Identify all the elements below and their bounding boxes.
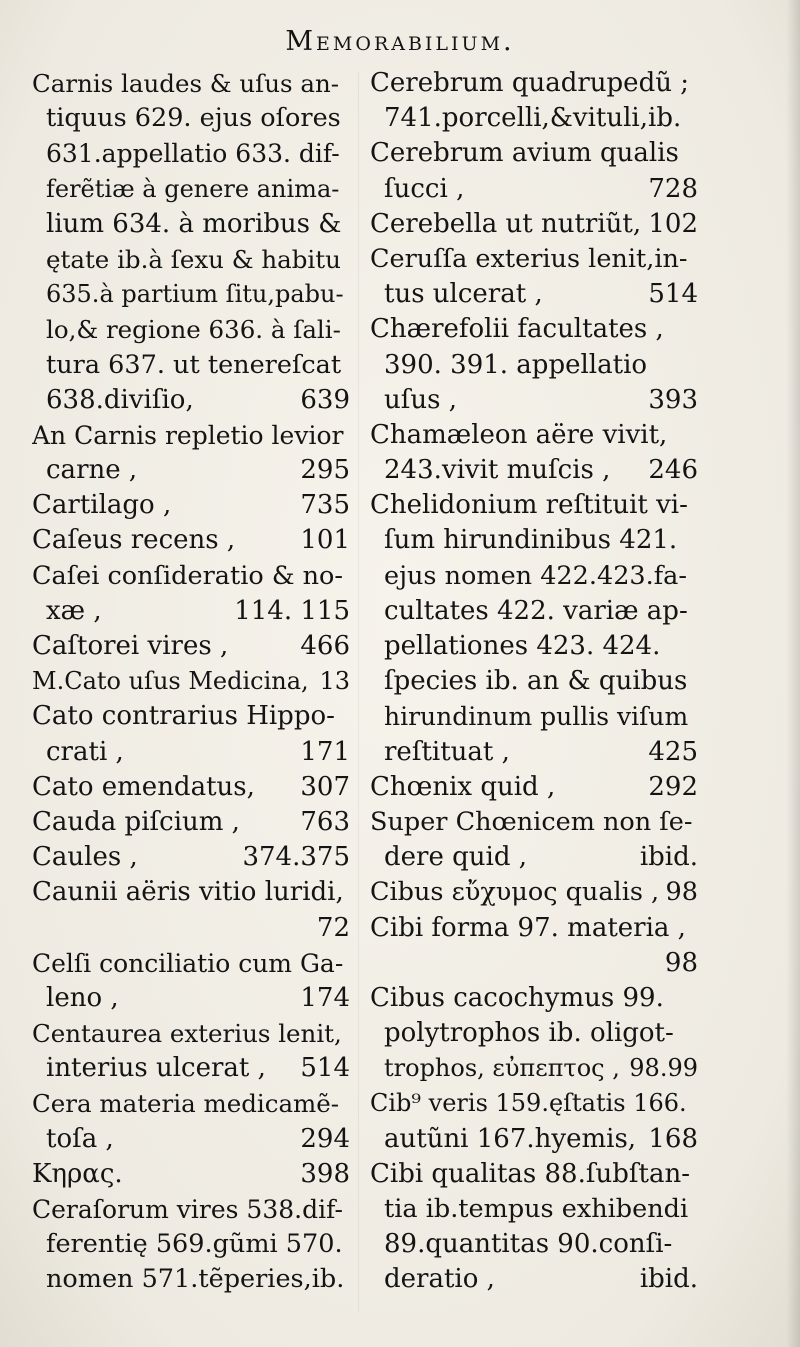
index-line [370, 1122, 698, 1157]
index-entry-text: Cibus εὔχυμος qualis , [370, 877, 660, 908]
page-reference: 728 [648, 173, 698, 204]
page-reference [692, 559, 698, 594]
index-line [32, 1192, 350, 1227]
page-reference: 98.99 [629, 1054, 698, 1083]
index-line [32, 383, 350, 418]
index-entry-text: lo,& regione 636. à ſali- [46, 315, 341, 345]
index-line [32, 629, 350, 664]
index-line [370, 805, 698, 840]
index-line [32, 1157, 350, 1192]
index-entry-text: tura 637. ut tenereſcat [46, 349, 342, 380]
page-reference [344, 1086, 350, 1121]
index-entry-text: ſpecies ib. an & quibus [384, 666, 688, 697]
index-entry-text: Ceraſorum vires 538.dif- [32, 1195, 343, 1224]
index-entry-text: Cerebrum quadrupedũ ; [370, 68, 689, 98]
page-reference: 171 [300, 736, 350, 767]
index-entry-text: M.Cato uſus Medicina, [32, 667, 309, 696]
index-line [32, 911, 350, 946]
page-reference [344, 1262, 350, 1297]
index-line [370, 348, 698, 383]
page-reference [344, 1227, 350, 1262]
page-reference [692, 312, 698, 347]
page-reference [344, 418, 350, 453]
page-reference: 294 [300, 1123, 350, 1154]
page-reference [344, 207, 350, 242]
index-line [370, 1227, 698, 1262]
index-line [32, 1122, 350, 1157]
page-reference [344, 946, 350, 981]
page-reference [344, 277, 350, 312]
page-reference: 514 [300, 1053, 350, 1084]
index-line [370, 946, 698, 981]
index-entry-text: 390. 391. appellatio [384, 349, 648, 380]
index-entry-text: leno , [46, 982, 119, 1013]
index-entry-text: Cibus cacochymus 99. [370, 982, 664, 1013]
index-entry-text: Cerebrum avium qualis [370, 138, 679, 169]
index-entry-text: ferentię 569.gũmi 570. [46, 1229, 343, 1260]
index-line [32, 946, 350, 981]
page-reference: 393 [648, 384, 698, 415]
index-line [32, 1262, 350, 1297]
index-entry-text: carne , [46, 455, 138, 486]
index-line [370, 699, 698, 734]
page-reference [692, 348, 698, 383]
index-entry-text: 741.porcelli,&vituli,ib. [384, 103, 682, 134]
page-reference: 763 [300, 806, 350, 837]
page-reference [344, 172, 350, 207]
index-entry-text: 638.diviſio, [46, 384, 194, 415]
page-reference: 514 [648, 279, 698, 310]
index-entry-text: hirundinum pullis viſum [384, 702, 689, 732]
index-line [32, 875, 350, 910]
index-entry-text: autũni 167.hyemis, [384, 1123, 637, 1154]
index-line [370, 453, 698, 488]
page-reference: 72 [316, 912, 350, 943]
page-reference [692, 523, 698, 558]
page-reference [692, 1016, 698, 1051]
index-line [32, 172, 350, 207]
index-line [32, 418, 350, 453]
index-line [370, 735, 698, 770]
index-line [32, 207, 350, 242]
index-line [32, 136, 350, 171]
index-line [370, 242, 698, 277]
page-reference: ibid. [639, 1264, 698, 1295]
page-reference [344, 699, 350, 734]
page-reference [692, 1157, 698, 1192]
index-entry-text: ſum hirundinibus 421. [384, 525, 678, 556]
index-entry-text: Celſi conciliatio cum Ga- [32, 948, 344, 978]
page-reference [344, 101, 350, 136]
page-reference [692, 594, 698, 629]
page-reference: 98 [665, 877, 698, 908]
index-line [32, 277, 350, 312]
index-line [370, 1192, 698, 1227]
index-line [32, 559, 350, 594]
index-line [370, 840, 698, 875]
index-entry-text: 89.quantitas 90.conſi- [384, 1229, 673, 1260]
page-reference [692, 911, 698, 946]
page-reference [692, 101, 698, 136]
index-entry-text: Ceruſſa exterius lenit,in- [370, 243, 688, 274]
index-line [32, 312, 350, 347]
page-reference [692, 664, 698, 699]
index-line [32, 735, 350, 770]
page-reference [692, 981, 698, 1016]
page-reference: 114. 115 [234, 595, 350, 626]
index-entry-text: cultates 422. variæ ap- [384, 595, 688, 626]
page-reference [692, 66, 698, 101]
index-line [370, 1086, 698, 1121]
index-line [32, 523, 350, 558]
page-reference [344, 348, 350, 383]
index-line [32, 1016, 350, 1051]
index-entry-text: Cera materia medicamẽ- [32, 1089, 340, 1119]
index-line [32, 699, 350, 734]
page-reference: 13 [319, 667, 350, 696]
index-line [32, 594, 350, 629]
page-reference [692, 805, 698, 840]
index-entry-text: Carnis laudes & uſus an- [32, 69, 340, 98]
index-line [32, 348, 350, 383]
index-entry-text: polytrophos ib. oligot- [384, 1018, 674, 1049]
index-entry-text: Chærefolii facultates , [370, 314, 664, 345]
index-line [32, 981, 350, 1016]
right-column [370, 66, 698, 1298]
index-line [370, 136, 698, 171]
index-line [370, 770, 698, 805]
page-reference [344, 136, 350, 171]
index-entry-text: tiquus 629. ejus oſores [46, 103, 341, 134]
page-reference [692, 1086, 698, 1121]
page-reference [692, 136, 698, 171]
index-line [370, 1051, 698, 1086]
index-entry-text: lium 634. à moribus & [46, 208, 342, 239]
index-line [370, 277, 698, 312]
left-column [32, 66, 350, 1298]
index-line [370, 101, 698, 136]
index-entry-text: dere quid , [384, 842, 527, 873]
index-entry-text: Cibi qualitas 88.ſubſtan- [370, 1158, 690, 1189]
column-gutter [358, 72, 359, 1312]
index-entry-text: Centaurea exterius lenit, [32, 1019, 342, 1049]
page-reference: 98 [664, 947, 698, 978]
index-entry-text: Caunii aëris vitio luridi, [32, 877, 344, 908]
page-reference: 425 [648, 736, 698, 767]
index-entry-text: tia ib.tempus exhibendi [384, 1194, 689, 1224]
index-entry-text: Caſei conſideratio & no- [32, 560, 344, 591]
page-reference [692, 699, 698, 734]
index-entry-text: Cato emendatus, [32, 771, 255, 802]
page-reference [344, 1192, 350, 1227]
index-line [370, 418, 698, 453]
index-entry-text: pellationes 423. 424. [384, 631, 661, 661]
page-reference: 466 [300, 631, 350, 661]
index-entry-text: crati , [46, 736, 124, 767]
page-reference [692, 418, 698, 453]
index-entry-text: Cib⁹ veris 159.ęſtatis 166. [370, 1089, 687, 1118]
page-edge-shadow [786, 0, 800, 1347]
index-line [32, 242, 350, 277]
index-entry-text: interius ulcerat , [46, 1053, 266, 1084]
index-line [370, 981, 698, 1016]
page-reference [344, 1016, 350, 1051]
index-line [370, 66, 698, 101]
index-entry-text: 631.appellatio 633. dif- [46, 139, 340, 169]
index-entry-text: Chœnix quid , [370, 771, 556, 802]
index-line [370, 1157, 698, 1192]
index-entry-text: uſus , [384, 384, 457, 415]
index-entry-text: Super Chœnicem non ſe- [370, 806, 693, 837]
index-entry-text: Caules , [32, 842, 138, 873]
index-entry-text: ſucci , [384, 173, 465, 204]
page-reference: 307 [300, 771, 350, 802]
index-entry-text: Κηρας. [32, 1158, 123, 1189]
page-reference [692, 1192, 698, 1227]
index-entry-text: Caſeus recens , [32, 525, 236, 556]
index-entry-text: deratio , [384, 1264, 495, 1295]
index-line [370, 1262, 698, 1297]
index-entry-text: tus ulcerat , [384, 279, 543, 310]
index-entry-text: Cibi forma 97. materia , [370, 912, 686, 943]
index-entry-text: reſtituat , [384, 736, 510, 767]
index-entry-text: ferẽtiæ à genere anima- [46, 174, 340, 203]
index-line [370, 911, 698, 946]
page-reference [692, 1227, 698, 1262]
page-reference [344, 66, 350, 101]
index-line [32, 1051, 350, 1086]
page-reference [344, 242, 350, 277]
page-reference: 639 [300, 384, 350, 415]
index-line [32, 101, 350, 136]
page-reference [692, 242, 698, 277]
index-line [370, 559, 698, 594]
page-reference [344, 312, 350, 347]
index-line [32, 664, 350, 699]
index-entry-text: xæ , [46, 595, 102, 626]
index-line [370, 383, 698, 418]
index-entry-text: Cato contrarius Hippo- [32, 701, 335, 732]
index-line [370, 488, 698, 523]
index-entry-text: An Carnis repletio levior [32, 420, 344, 450]
index-line [370, 312, 698, 347]
page-reference [344, 559, 350, 594]
index-entry-text: Chelidonium reſtituit vi- [370, 490, 688, 521]
index-line [32, 66, 350, 101]
page-reference: ibid. [639, 842, 698, 873]
page-reference [692, 629, 698, 664]
page-reference: 295 [300, 455, 350, 486]
index-entry-text: Cauda piſcium , [32, 806, 240, 837]
index-entry-text: Cerebella ut nutriũt, [370, 208, 642, 239]
index-entry-text: ejus nomen 422.423.fa- [384, 560, 687, 591]
index-line [32, 805, 350, 840]
index-line [370, 207, 698, 242]
index-entry-text: trophos, εὐπεπτος , [384, 1054, 620, 1083]
index-line [32, 488, 350, 523]
index-entry-text: nomen 571.tẽperies,ib. [46, 1264, 345, 1295]
index-entry-text: Cartilago , [32, 490, 172, 521]
page-reference: 246 [648, 455, 698, 486]
index-line [32, 770, 350, 805]
index-line [370, 1016, 698, 1051]
page-reference: 101 [300, 525, 350, 556]
index-line [32, 1086, 350, 1121]
page-reference: 174 [300, 982, 350, 1013]
index-line [370, 172, 698, 207]
index-line [32, 1227, 350, 1262]
index-entry-text: 635.à partium ſitu,pabu- [46, 280, 344, 309]
index-entry-text: 243.vivit muſcis , [384, 455, 611, 486]
page-reference [692, 488, 698, 523]
page-reference [344, 875, 350, 910]
index-line [370, 875, 698, 910]
page-reference: 292 [648, 771, 698, 802]
page-reference: 735 [300, 490, 350, 521]
index-line [370, 594, 698, 629]
page-reference: 168 [648, 1123, 698, 1154]
page-reference: 374.375 [242, 842, 350, 873]
running-header: Memorabilium. [285, 26, 515, 57]
index-line [32, 840, 350, 875]
index-entry-text: Caſtorei vires , [32, 631, 229, 661]
index-entry-text: Chamæleon aëre vivit, [370, 419, 668, 450]
index-entry-text: toſa , [46, 1123, 114, 1154]
index-line [370, 523, 698, 558]
page-reference: 102 [648, 208, 698, 239]
index-line [370, 664, 698, 699]
index-line [32, 453, 350, 488]
page-reference: 398 [300, 1158, 350, 1189]
index-entry-text: ętate ib.à ſexu & habitu [46, 244, 341, 274]
index-line [370, 629, 698, 664]
